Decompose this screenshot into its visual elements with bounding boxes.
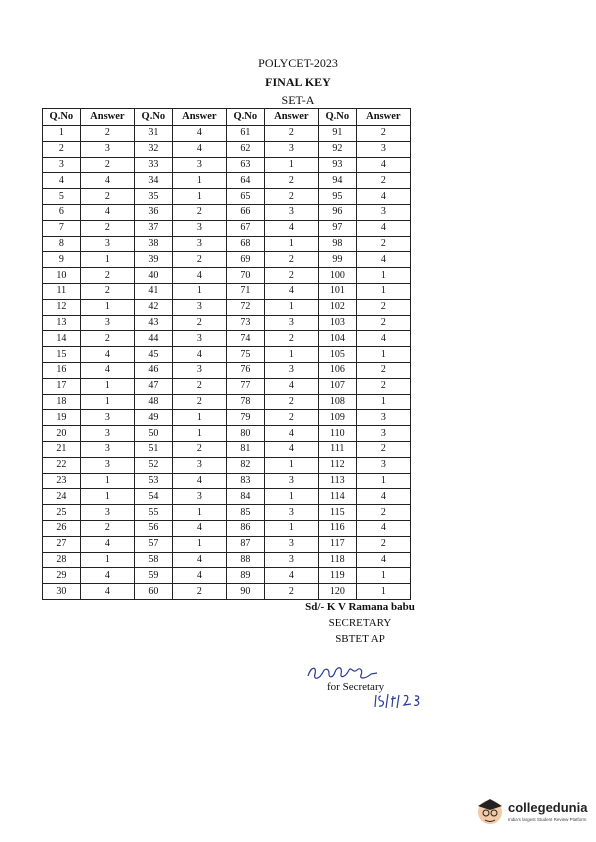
question-number-cell: 44 (134, 331, 172, 347)
answer-cell: 1 (80, 299, 134, 315)
question-number-cell: 53 (134, 473, 172, 489)
answer-cell: 2 (80, 520, 134, 536)
answer-cell: 1 (356, 394, 410, 410)
answer-cell: 4 (172, 268, 226, 284)
question-number-cell: 62 (226, 141, 264, 157)
question-number-cell: 49 (134, 410, 172, 426)
question-number-cell: 109 (318, 410, 356, 426)
question-number-cell: 76 (226, 362, 264, 378)
question-number-cell: 75 (226, 347, 264, 363)
question-number-cell: 69 (226, 252, 264, 268)
answer-cell: 1 (172, 173, 226, 189)
column-header-answer: Answer (356, 109, 410, 126)
question-number-cell: 9 (43, 252, 81, 268)
answer-cell: 1 (172, 426, 226, 442)
answer-cell: 3 (264, 315, 318, 331)
answer-cell: 4 (80, 536, 134, 552)
question-number-cell: 19 (43, 410, 81, 426)
table-row (43, 457, 411, 473)
table-row (43, 362, 411, 378)
answer-cell: 2 (264, 189, 318, 205)
table-row (43, 505, 411, 521)
column-header-answer: Answer (172, 109, 226, 126)
question-number-cell: 102 (318, 299, 356, 315)
question-number-cell: 93 (318, 157, 356, 173)
question-number-cell: 96 (318, 204, 356, 220)
column-header-answer: Answer (80, 109, 134, 126)
question-number-cell: 78 (226, 394, 264, 410)
question-number-cell: 17 (43, 378, 81, 394)
answer-cell: 1 (172, 410, 226, 426)
answer-cell: 3 (264, 362, 318, 378)
answer-cell: 3 (172, 489, 226, 505)
question-number-cell: 108 (318, 394, 356, 410)
answer-cell: 2 (264, 394, 318, 410)
answer-cell: 1 (356, 568, 410, 584)
answer-cell: 2 (172, 584, 226, 600)
question-number-cell: 21 (43, 441, 81, 457)
question-number-cell: 2 (43, 141, 81, 157)
answer-cell: 2 (172, 252, 226, 268)
answer-cell: 4 (264, 283, 318, 299)
answer-cell: 4 (172, 552, 226, 568)
answer-cell: 4 (356, 189, 410, 205)
answer-cell: 1 (356, 584, 410, 600)
question-number-cell: 117 (318, 536, 356, 552)
answer-cell: 4 (356, 252, 410, 268)
answer-cell: 4 (172, 347, 226, 363)
question-number-cell: 12 (43, 299, 81, 315)
answer-cell: 3 (172, 236, 226, 252)
table-row (43, 299, 411, 315)
signatory-org: SBTET AP (335, 633, 385, 645)
question-number-cell: 37 (134, 220, 172, 236)
answer-cell: 1 (264, 520, 318, 536)
answer-cell: 2 (356, 299, 410, 315)
watermark-brand: collegedunia (508, 800, 588, 815)
question-number-cell: 64 (226, 173, 264, 189)
question-number-cell: 110 (318, 426, 356, 442)
column-header-qno: Q.No (134, 109, 172, 126)
exam-title: POLYCET-2023 (258, 56, 338, 70)
question-number-cell: 94 (318, 173, 356, 189)
answer-cell: 4 (80, 347, 134, 363)
question-number-cell: 104 (318, 331, 356, 347)
question-number-cell: 99 (318, 252, 356, 268)
answer-cell: 3 (264, 536, 318, 552)
question-number-cell: 57 (134, 536, 172, 552)
question-number-cell: 27 (43, 536, 81, 552)
answer-cell: 1 (172, 536, 226, 552)
question-number-cell: 67 (226, 220, 264, 236)
answer-cell: 3 (80, 236, 134, 252)
answer-cell: 1 (264, 457, 318, 473)
answer-cell: 4 (80, 173, 134, 189)
answer-cell: 4 (80, 362, 134, 378)
question-number-cell: 111 (318, 441, 356, 457)
table-row (43, 331, 411, 347)
answer-cell: 3 (264, 204, 318, 220)
answer-cell: 1 (356, 473, 410, 489)
answer-cell: 3 (172, 457, 226, 473)
question-number-cell: 3 (43, 157, 81, 173)
question-number-cell: 66 (226, 204, 264, 220)
question-number-cell: 90 (226, 584, 264, 600)
question-number-cell: 14 (43, 331, 81, 347)
table-row (43, 347, 411, 363)
answer-key-table (42, 108, 411, 600)
answer-cell: 3 (356, 426, 410, 442)
question-number-cell: 47 (134, 378, 172, 394)
answer-cell: 4 (356, 331, 410, 347)
answer-cell: 2 (172, 394, 226, 410)
answer-cell: 4 (356, 220, 410, 236)
question-number-cell: 81 (226, 441, 264, 457)
question-number-cell: 52 (134, 457, 172, 473)
question-number-cell: 70 (226, 268, 264, 284)
question-number-cell: 82 (226, 457, 264, 473)
question-number-cell: 24 (43, 489, 81, 505)
question-number-cell: 115 (318, 505, 356, 521)
question-number-cell: 68 (226, 236, 264, 252)
question-number-cell: 73 (226, 315, 264, 331)
question-number-cell: 16 (43, 362, 81, 378)
question-number-cell: 6 (43, 204, 81, 220)
table-row (43, 552, 411, 568)
answer-cell: 3 (264, 473, 318, 489)
answer-cell: 4 (356, 489, 410, 505)
question-number-cell: 91 (318, 126, 356, 142)
handwritten-date (373, 692, 433, 710)
column-header-qno: Q.No (226, 109, 264, 126)
answer-cell: 2 (172, 204, 226, 220)
answer-cell: 2 (264, 410, 318, 426)
question-number-cell: 107 (318, 378, 356, 394)
answer-cell: 1 (80, 378, 134, 394)
answer-cell: 1 (356, 268, 410, 284)
answer-cell: 3 (356, 204, 410, 220)
table-row (43, 189, 411, 205)
question-number-cell: 7 (43, 220, 81, 236)
answer-cell: 3 (172, 331, 226, 347)
answer-cell: 4 (172, 520, 226, 536)
answer-cell: 2 (80, 331, 134, 347)
question-number-cell: 34 (134, 173, 172, 189)
question-number-cell: 77 (226, 378, 264, 394)
table-row (43, 378, 411, 394)
question-number-cell: 43 (134, 315, 172, 331)
question-number-cell: 60 (134, 584, 172, 600)
table-row (43, 441, 411, 457)
answer-cell: 4 (264, 220, 318, 236)
answer-cell: 4 (172, 141, 226, 157)
answer-cell: 1 (356, 347, 410, 363)
answer-cell: 4 (80, 584, 134, 600)
question-number-cell: 30 (43, 584, 81, 600)
question-number-cell: 118 (318, 552, 356, 568)
question-number-cell: 23 (43, 473, 81, 489)
question-number-cell: 71 (226, 283, 264, 299)
answer-cell: 2 (80, 220, 134, 236)
answer-cell: 4 (264, 568, 318, 584)
question-number-cell: 97 (318, 220, 356, 236)
question-number-cell: 20 (43, 426, 81, 442)
answer-cell: 4 (172, 568, 226, 584)
answer-cell: 3 (264, 505, 318, 521)
question-number-cell: 61 (226, 126, 264, 142)
question-number-cell: 51 (134, 441, 172, 457)
answer-cell: 1 (356, 283, 410, 299)
question-number-cell: 100 (318, 268, 356, 284)
question-number-cell: 22 (43, 457, 81, 473)
question-number-cell: 4 (43, 173, 81, 189)
table-row (43, 126, 411, 142)
table-row (43, 536, 411, 552)
column-header-qno: Q.No (43, 109, 81, 126)
answer-cell: 2 (172, 315, 226, 331)
answer-cell: 2 (356, 236, 410, 252)
question-number-cell: 105 (318, 347, 356, 363)
signatory-name: Sd/- K V Ramana babu (305, 601, 415, 613)
answer-cell: 2 (356, 378, 410, 394)
answer-cell: 1 (264, 489, 318, 505)
question-number-cell: 112 (318, 457, 356, 473)
answer-cell: 2 (356, 315, 410, 331)
answer-cell: 1 (264, 347, 318, 363)
answer-cell: 2 (264, 584, 318, 600)
question-number-cell: 42 (134, 299, 172, 315)
answer-cell: 2 (356, 173, 410, 189)
answer-cell: 4 (356, 552, 410, 568)
answer-cell: 3 (80, 141, 134, 157)
table-row (43, 220, 411, 236)
question-number-cell: 29 (43, 568, 81, 584)
table-header-row (43, 109, 411, 126)
answer-cell: 2 (80, 283, 134, 299)
question-number-cell: 63 (226, 157, 264, 173)
answer-cell: 4 (80, 568, 134, 584)
answer-cell: 2 (356, 536, 410, 552)
answer-cell: 1 (172, 505, 226, 521)
watermark-tagline: India's largest Student Review Platform (508, 817, 587, 822)
table-row (43, 157, 411, 173)
answer-cell: 3 (80, 505, 134, 521)
answer-cell: 3 (80, 315, 134, 331)
question-number-cell: 86 (226, 520, 264, 536)
table-row (43, 394, 411, 410)
answer-cell: 1 (80, 394, 134, 410)
question-number-cell: 11 (43, 283, 81, 299)
answer-cell: 3 (264, 141, 318, 157)
answer-cell: 2 (356, 505, 410, 521)
answer-cell: 4 (264, 441, 318, 457)
answer-cell: 2 (264, 173, 318, 189)
answer-cell: 3 (264, 552, 318, 568)
answer-cell: 2 (264, 126, 318, 142)
answer-cell: 1 (172, 189, 226, 205)
table-row (43, 410, 411, 426)
answer-cell: 2 (80, 268, 134, 284)
answer-cell: 3 (80, 441, 134, 457)
question-number-cell: 116 (318, 520, 356, 536)
answer-cell: 3 (172, 362, 226, 378)
answer-cell: 4 (172, 473, 226, 489)
question-number-cell: 25 (43, 505, 81, 521)
question-number-cell: 72 (226, 299, 264, 315)
answer-cell: 4 (172, 126, 226, 142)
question-number-cell: 26 (43, 520, 81, 536)
answer-cell: 4 (264, 426, 318, 442)
question-number-cell: 120 (318, 584, 356, 600)
question-number-cell: 45 (134, 347, 172, 363)
answer-cell: 2 (172, 441, 226, 457)
question-number-cell: 103 (318, 315, 356, 331)
answer-cell: 1 (80, 489, 134, 505)
answer-cell: 1 (80, 252, 134, 268)
answer-cell: 2 (80, 189, 134, 205)
answer-cell: 4 (356, 157, 410, 173)
question-number-cell: 36 (134, 204, 172, 220)
answer-cell: 1 (264, 236, 318, 252)
final-key-title: FINAL KEY (265, 75, 331, 89)
answer-cell: 1 (80, 552, 134, 568)
for-secretary-label: for Secretary (327, 681, 385, 693)
question-number-cell: 79 (226, 410, 264, 426)
table-row (43, 520, 411, 536)
question-number-cell: 46 (134, 362, 172, 378)
question-number-cell: 87 (226, 536, 264, 552)
table-row (43, 268, 411, 284)
answer-cell: 2 (356, 441, 410, 457)
question-number-cell: 58 (134, 552, 172, 568)
question-number-cell: 8 (43, 236, 81, 252)
question-number-cell: 89 (226, 568, 264, 584)
answer-cell: 4 (264, 378, 318, 394)
question-number-cell: 119 (318, 568, 356, 584)
question-number-cell: 80 (226, 426, 264, 442)
table-row (43, 568, 411, 584)
answer-cell: 1 (264, 299, 318, 315)
column-header-qno: Q.No (318, 109, 356, 126)
answer-cell: 3 (356, 141, 410, 157)
answer-cell: 3 (172, 299, 226, 315)
answer-cell: 2 (264, 268, 318, 284)
answer-cell: 1 (172, 283, 226, 299)
question-number-cell: 84 (226, 489, 264, 505)
question-number-cell: 38 (134, 236, 172, 252)
question-number-cell: 85 (226, 505, 264, 521)
question-number-cell: 95 (318, 189, 356, 205)
table-body (43, 126, 411, 600)
question-number-cell: 74 (226, 331, 264, 347)
table-row (43, 584, 411, 600)
table-row (43, 141, 411, 157)
table-row (43, 173, 411, 189)
question-number-cell: 33 (134, 157, 172, 173)
answer-cell: 2 (356, 362, 410, 378)
question-number-cell: 56 (134, 520, 172, 536)
table-row (43, 252, 411, 268)
question-number-cell: 10 (43, 268, 81, 284)
answer-cell: 3 (356, 410, 410, 426)
question-number-cell: 114 (318, 489, 356, 505)
answer-cell: 2 (80, 157, 134, 173)
question-number-cell: 101 (318, 283, 356, 299)
question-number-cell: 92 (318, 141, 356, 157)
question-number-cell: 1 (43, 126, 81, 142)
question-number-cell: 31 (134, 126, 172, 142)
table-row (43, 489, 411, 505)
answer-cell: 1 (80, 473, 134, 489)
question-number-cell: 83 (226, 473, 264, 489)
question-number-cell: 40 (134, 268, 172, 284)
question-number-cell: 18 (43, 394, 81, 410)
answer-cell: 3 (172, 220, 226, 236)
question-number-cell: 15 (43, 347, 81, 363)
question-number-cell: 13 (43, 315, 81, 331)
question-number-cell: 48 (134, 394, 172, 410)
question-number-cell: 35 (134, 189, 172, 205)
question-number-cell: 59 (134, 568, 172, 584)
answer-cell: 2 (264, 331, 318, 347)
answer-cell: 3 (172, 157, 226, 173)
answer-cell: 3 (80, 457, 134, 473)
table-row (43, 473, 411, 489)
answer-cell: 1 (264, 157, 318, 173)
table-row (43, 426, 411, 442)
question-number-cell: 32 (134, 141, 172, 157)
answer-cell: 2 (80, 126, 134, 142)
table-row (43, 283, 411, 299)
question-number-cell: 54 (134, 489, 172, 505)
answer-cell: 4 (80, 204, 134, 220)
answer-cell: 2 (264, 252, 318, 268)
set-label: SET-A (281, 93, 315, 107)
signatory-designation: SECRETARY (328, 617, 392, 629)
answer-cell: 2 (356, 126, 410, 142)
question-number-cell: 106 (318, 362, 356, 378)
question-number-cell: 113 (318, 473, 356, 489)
column-header-answer: Answer (264, 109, 318, 126)
table-row (43, 204, 411, 220)
table-row (43, 236, 411, 252)
table-row (43, 315, 411, 331)
question-number-cell: 65 (226, 189, 264, 205)
answer-cell: 3 (356, 457, 410, 473)
question-number-cell: 50 (134, 426, 172, 442)
question-number-cell: 88 (226, 552, 264, 568)
answer-cell: 3 (80, 410, 134, 426)
answer-cell: 4 (356, 520, 410, 536)
question-number-cell: 39 (134, 252, 172, 268)
answer-cell: 2 (172, 378, 226, 394)
question-number-cell: 28 (43, 552, 81, 568)
question-number-cell: 98 (318, 236, 356, 252)
question-number-cell: 55 (134, 505, 172, 521)
question-number-cell: 41 (134, 283, 172, 299)
answer-cell: 3 (80, 426, 134, 442)
question-number-cell: 5 (43, 189, 81, 205)
